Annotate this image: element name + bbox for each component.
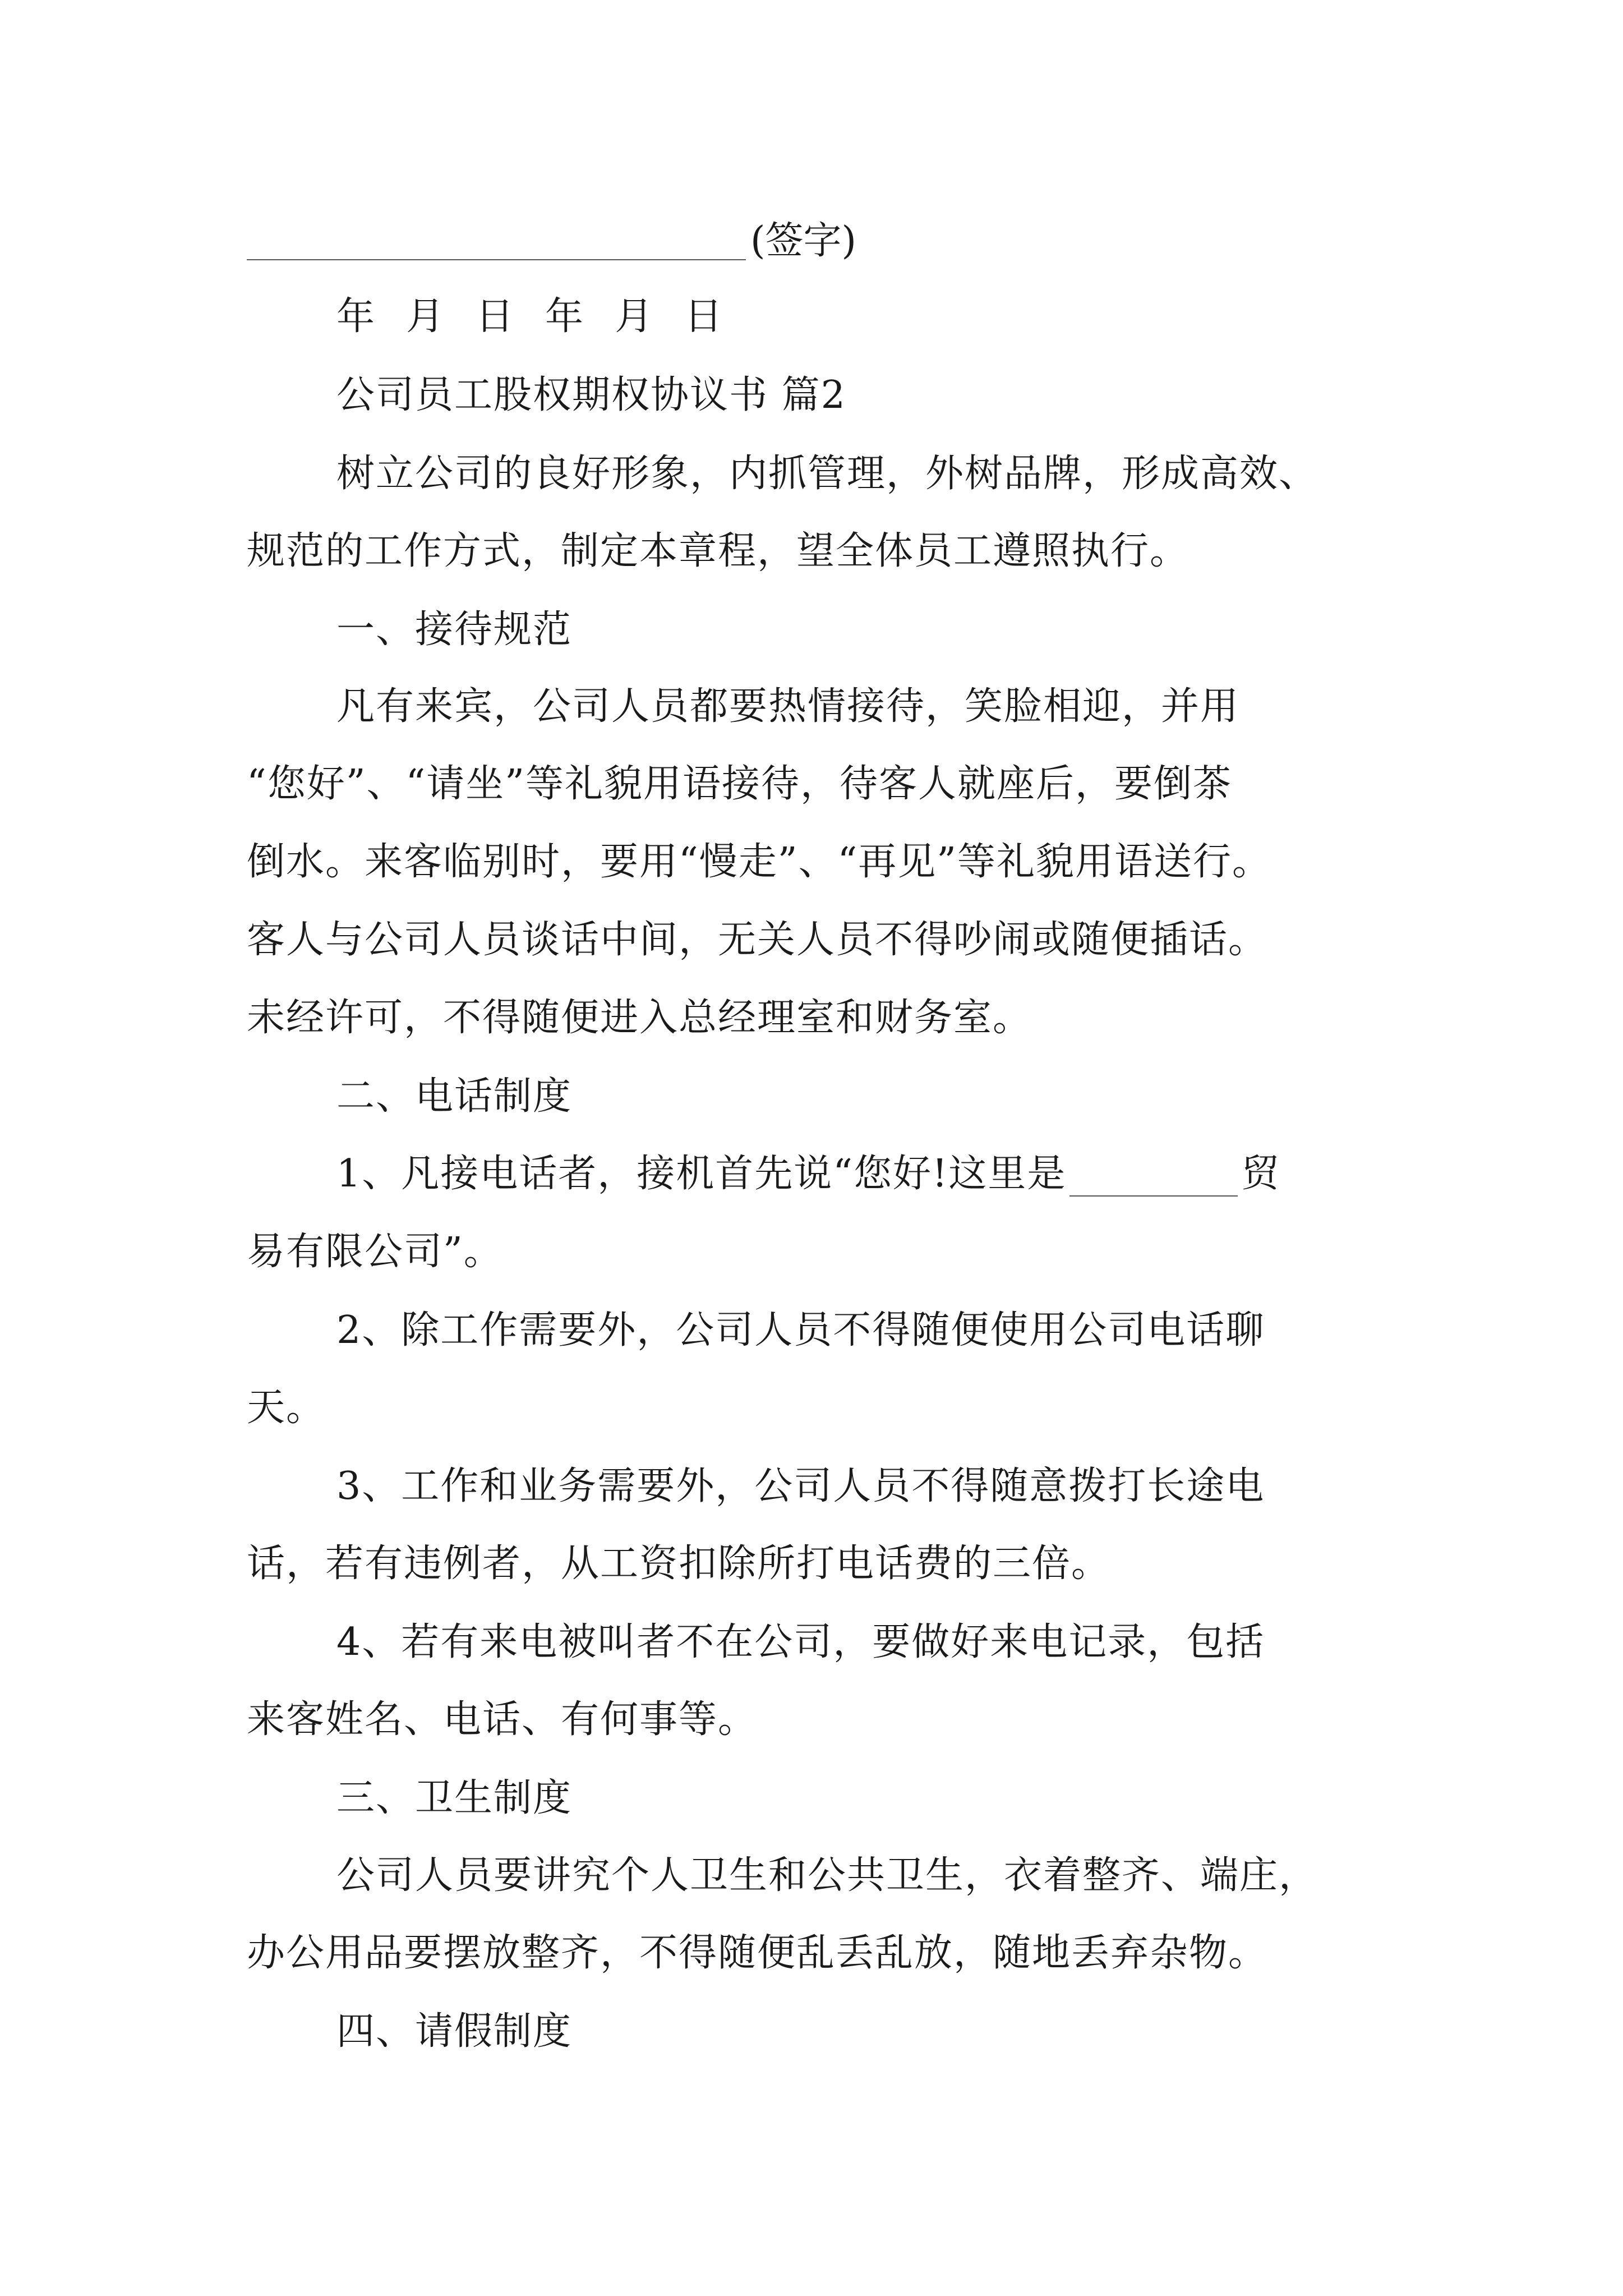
hygiene-line-2: 办公用品要摆放整齐，不得随便乱丢乱放，随地丢弃杂物。 bbox=[247, 1931, 1268, 1975]
signature-label: (签字) bbox=[750, 219, 857, 263]
date-day-1: 日 bbox=[476, 295, 515, 339]
reception-line-5: 未经许可，不得随便进入总经理室和财务室。 bbox=[247, 996, 1032, 1040]
reception-line-1: 凡有来宾，公司人员都要热情接待，笑脸相迎，并用 bbox=[336, 684, 1240, 729]
phone-item-1-line-2: 易有限公司”。 bbox=[247, 1230, 503, 1274]
reception-line-3: 倒水。来客临别时，要用“慢走”、“再见”等礼貌用语送行。 bbox=[247, 840, 1272, 884]
phone-item-2-line-2: 天。 bbox=[247, 1386, 326, 1430]
leave-heading: 四、请假制度 bbox=[336, 2009, 573, 2054]
phone-item-1-line-1 bbox=[336, 1152, 1481, 1197]
reception-line-4: 客人与公司人员谈话中间，无关人员不得吵闹或随便插话。 bbox=[247, 918, 1268, 962]
hygiene-heading: 三、卫生制度 bbox=[336, 1776, 573, 1820]
date-month-1: 月 bbox=[406, 295, 446, 339]
intro-line-2: 规范的工作方式，制定本章程，望全体员工遵照执行。 bbox=[247, 529, 1189, 573]
phone-item-2-line-1: 2、除工作需要外，公司人员不得随便使用公司电话聊 bbox=[336, 1308, 1265, 1352]
phone-item-3-line-1: 3、工作和业务需要外，公司人员不得随意拨打长途电 bbox=[336, 1464, 1265, 1508]
phone-item-4-line-2: 来客姓名、电话、有何事等。 bbox=[247, 1697, 758, 1742]
company-name-blank bbox=[1069, 1163, 1238, 1197]
hygiene-line-1: 公司人员要讲究个人卫生和公共卫生，衣着整齐、端庄， bbox=[336, 1853, 1318, 1898]
reception-heading: 一、接待规范 bbox=[336, 608, 573, 652]
phone-item-3-line-2: 话，若有违例者，从工资扣除所打电话费的三倍。 bbox=[247, 1542, 1111, 1586]
date-year-2: 年 bbox=[545, 295, 585, 339]
phone-heading: 二、电话制度 bbox=[336, 1074, 573, 1119]
date-year-1: 年 bbox=[336, 295, 376, 339]
signature-line bbox=[247, 259, 746, 260]
signature-row bbox=[247, 219, 856, 264]
date-day-2: 日 bbox=[684, 295, 724, 339]
intro-line-1: 树立公司的良好形象，内抓管理，外树品牌，形成高效、 bbox=[336, 452, 1318, 496]
date-month-2: 月 bbox=[615, 295, 654, 339]
phone-item-1-tail: 贸 bbox=[1241, 1152, 1281, 1196]
section-title: 公司员工股权期权协议书 篇2 bbox=[336, 373, 846, 417]
date-row bbox=[336, 295, 1481, 339]
reception-line-2: “您好”、“请坐”等礼貌用语接待，待客人就座后，要倒茶 bbox=[247, 762, 1233, 806]
phone-item-4-line-1: 4、若有来电被叫者不在公司，要做好来电记录，包括 bbox=[336, 1620, 1265, 1664]
phone-item-1-text: 1、凡接电话者，接机首先说“您好!这里是 bbox=[336, 1152, 1067, 1196]
